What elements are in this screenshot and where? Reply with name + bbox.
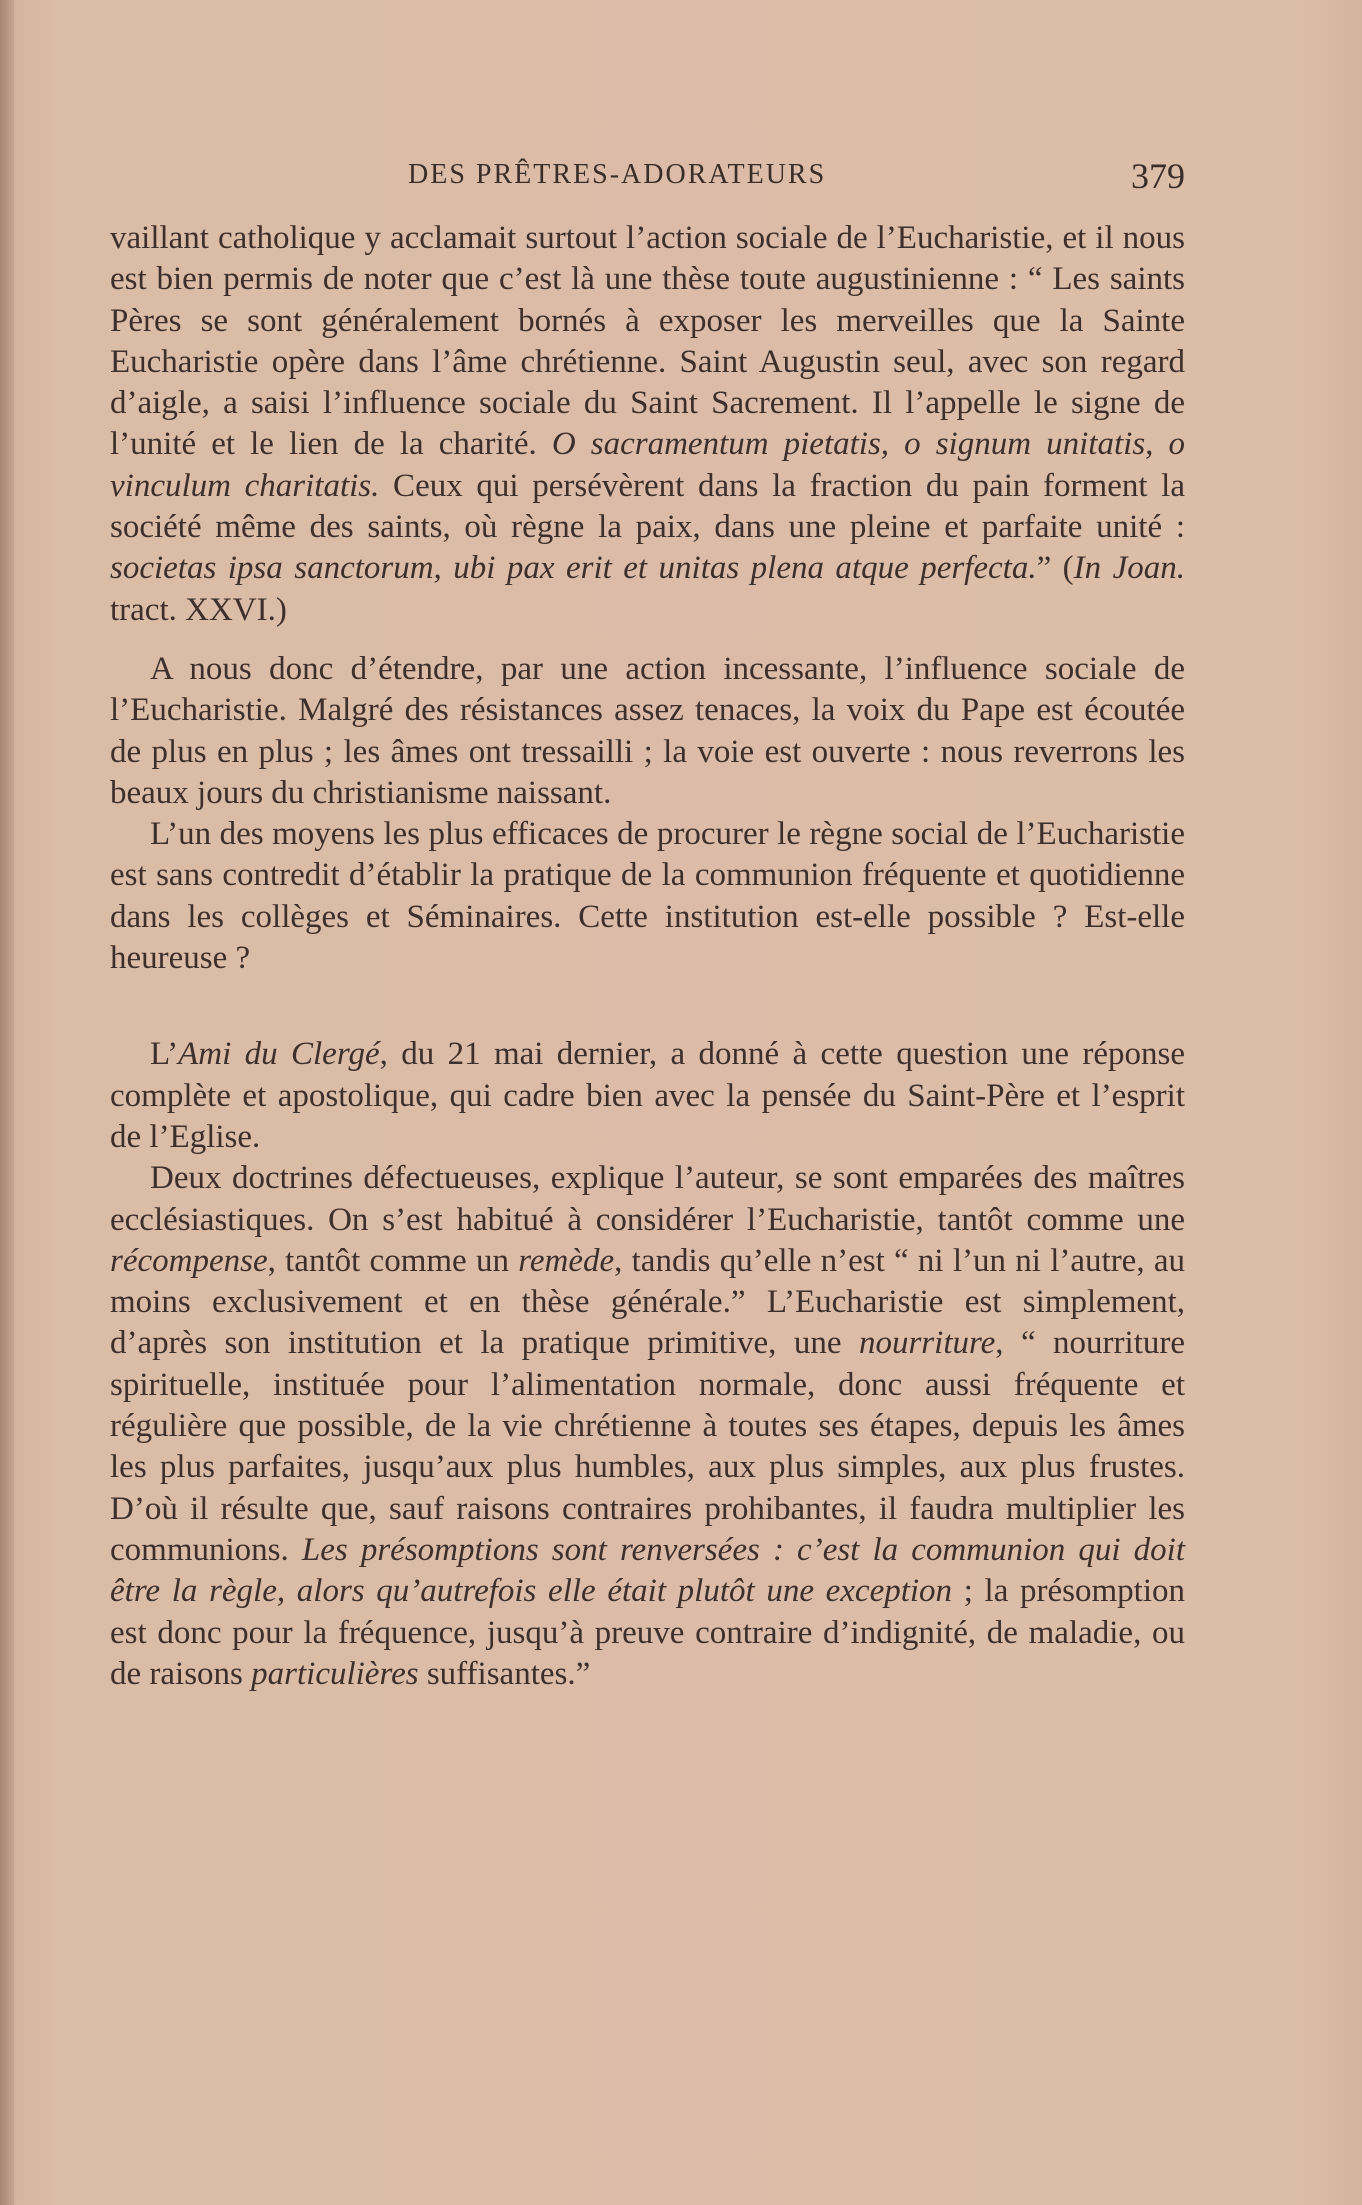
emphasis: nourriture <box>858 1325 996 1362</box>
paragraph-5 <box>110 1158 1185 1695</box>
emphasis: Les présomptions sont renversées : c’est la communion qui doit être la règle, alors qu’autrefois elle était plutôt une exception <box>110 1531 1185 1610</box>
text-segment: vaillant catholique y acclamait surtout l’action sociale de l’Eucharistie, et il nous est bien permis de noter que c’est là une thèse toute augustinienne : “ Les saints Pères se sont généralement bornés à exposer les merveilles que la Sainte Eucharistie opère dans l’âme chrétienne. Saint Augustin seul, avec son regard d’aigle, a saisi l’influence sociale du Saint Sacrement. Il l’appelle le signe de l’unité et le lien de la charité. <box>110 220 1185 463</box>
page-number: 379 <box>1131 156 1185 196</box>
latin-quote: societas ipsa sanctorum, ubi pax erit et unitas plena atque perfecta. <box>110 550 1037 587</box>
text-segment: ” ( <box>1036 550 1074 587</box>
text-segment: ; la présomption est donc pour la fréquence, jusqu’à preuve contraire d’indignité, de maladie, ou de raisons <box>110 1573 1186 1692</box>
text-segment: L’ <box>150 1036 179 1073</box>
text-segment: , tantôt comme un <box>267 1242 519 1279</box>
paragraph-2 <box>110 649 1185 814</box>
paragraph-3 <box>110 814 1185 979</box>
text-segment: suffisantes.” <box>418 1655 591 1692</box>
running-head: DES PRÊTRES-ADORATEURS <box>408 159 827 190</box>
page-edge <box>0 0 14 2205</box>
latin-quote: O sacramentum pietatis, o signum unitatis, o vinculum charitatis. <box>110 426 1185 504</box>
emphasis: remède <box>518 1242 615 1279</box>
text-segment: L’un des moyens les plus efficaces de procurer le règne social de l’Eucharistie est sans contredit d’établir la pratique de la communion fréquente et quotidienne dans les collèges et Séminaires. Cette institution est-elle possible ? Est-elle heureuse ? <box>110 816 1185 977</box>
emphasis: récompense <box>110 1242 268 1279</box>
page-header <box>110 153 1185 203</box>
text-segment: , tandis qu’elle n’est “ ni l’un ni l’autre, au moins exclusivement et en thèse générale.” L’Eucharistie est simplement, d’après son institution et la pratique primitive, une <box>110 1242 1185 1362</box>
body-text <box>110 218 1185 1695</box>
text-segment: , “ nourriture spirituelle, instituée pour l’alimentation normale, donc aussi fréquente et régulière que possible, de la vie chrétienne à toutes ses étapes, depuis les âmes les plus parfaites, jusqu’aux plus humbles, aux plus simples, aux plus frustes. D’où il résulte que, sauf raisons contraires prohibantes, il faudra multiplier les communions. <box>110 1325 1185 1568</box>
journal-title: Ami du Clergé <box>178 1036 380 1073</box>
text-segment: Ceux qui persévèrent dans la fraction du pain forment la société même des saints, où règne la paix, dans une pleine et parfaite unité : <box>110 467 1185 546</box>
citation-title: In Joan. <box>1073 550 1186 587</box>
emphasis: particulières <box>251 1655 419 1692</box>
text-segment: , du 21 mai dernier, a donné à cette question une réponse complète et apostolique, qui cadre bien avec la pensée du Saint-Père et l’esprit de l’Eglise. <box>110 1036 1186 1155</box>
text-segment: Deux doctrines défectueuses, explique l’auteur, se sont emparées des maîtres ecclésiastiques. On s’est habitué à considérer l’Eucharistie, tantôt comme une <box>110 1160 1185 1238</box>
paragraph-1 <box>110 218 1185 631</box>
paragraph-4 <box>110 1034 1185 1158</box>
text-segment: tract. XXVI.) <box>110 591 287 628</box>
text-segment: A nous donc d’étendre, par une action incessante, l’influence sociale de l’Eucharistie. Malgré des résistances assez tenaces, la voix du Pape est écoutée de plus en plus ; les âmes ont tressailli ; la voie est ouverte : nous reverrons les beaux jours du christianisme naissant. <box>110 650 1185 811</box>
